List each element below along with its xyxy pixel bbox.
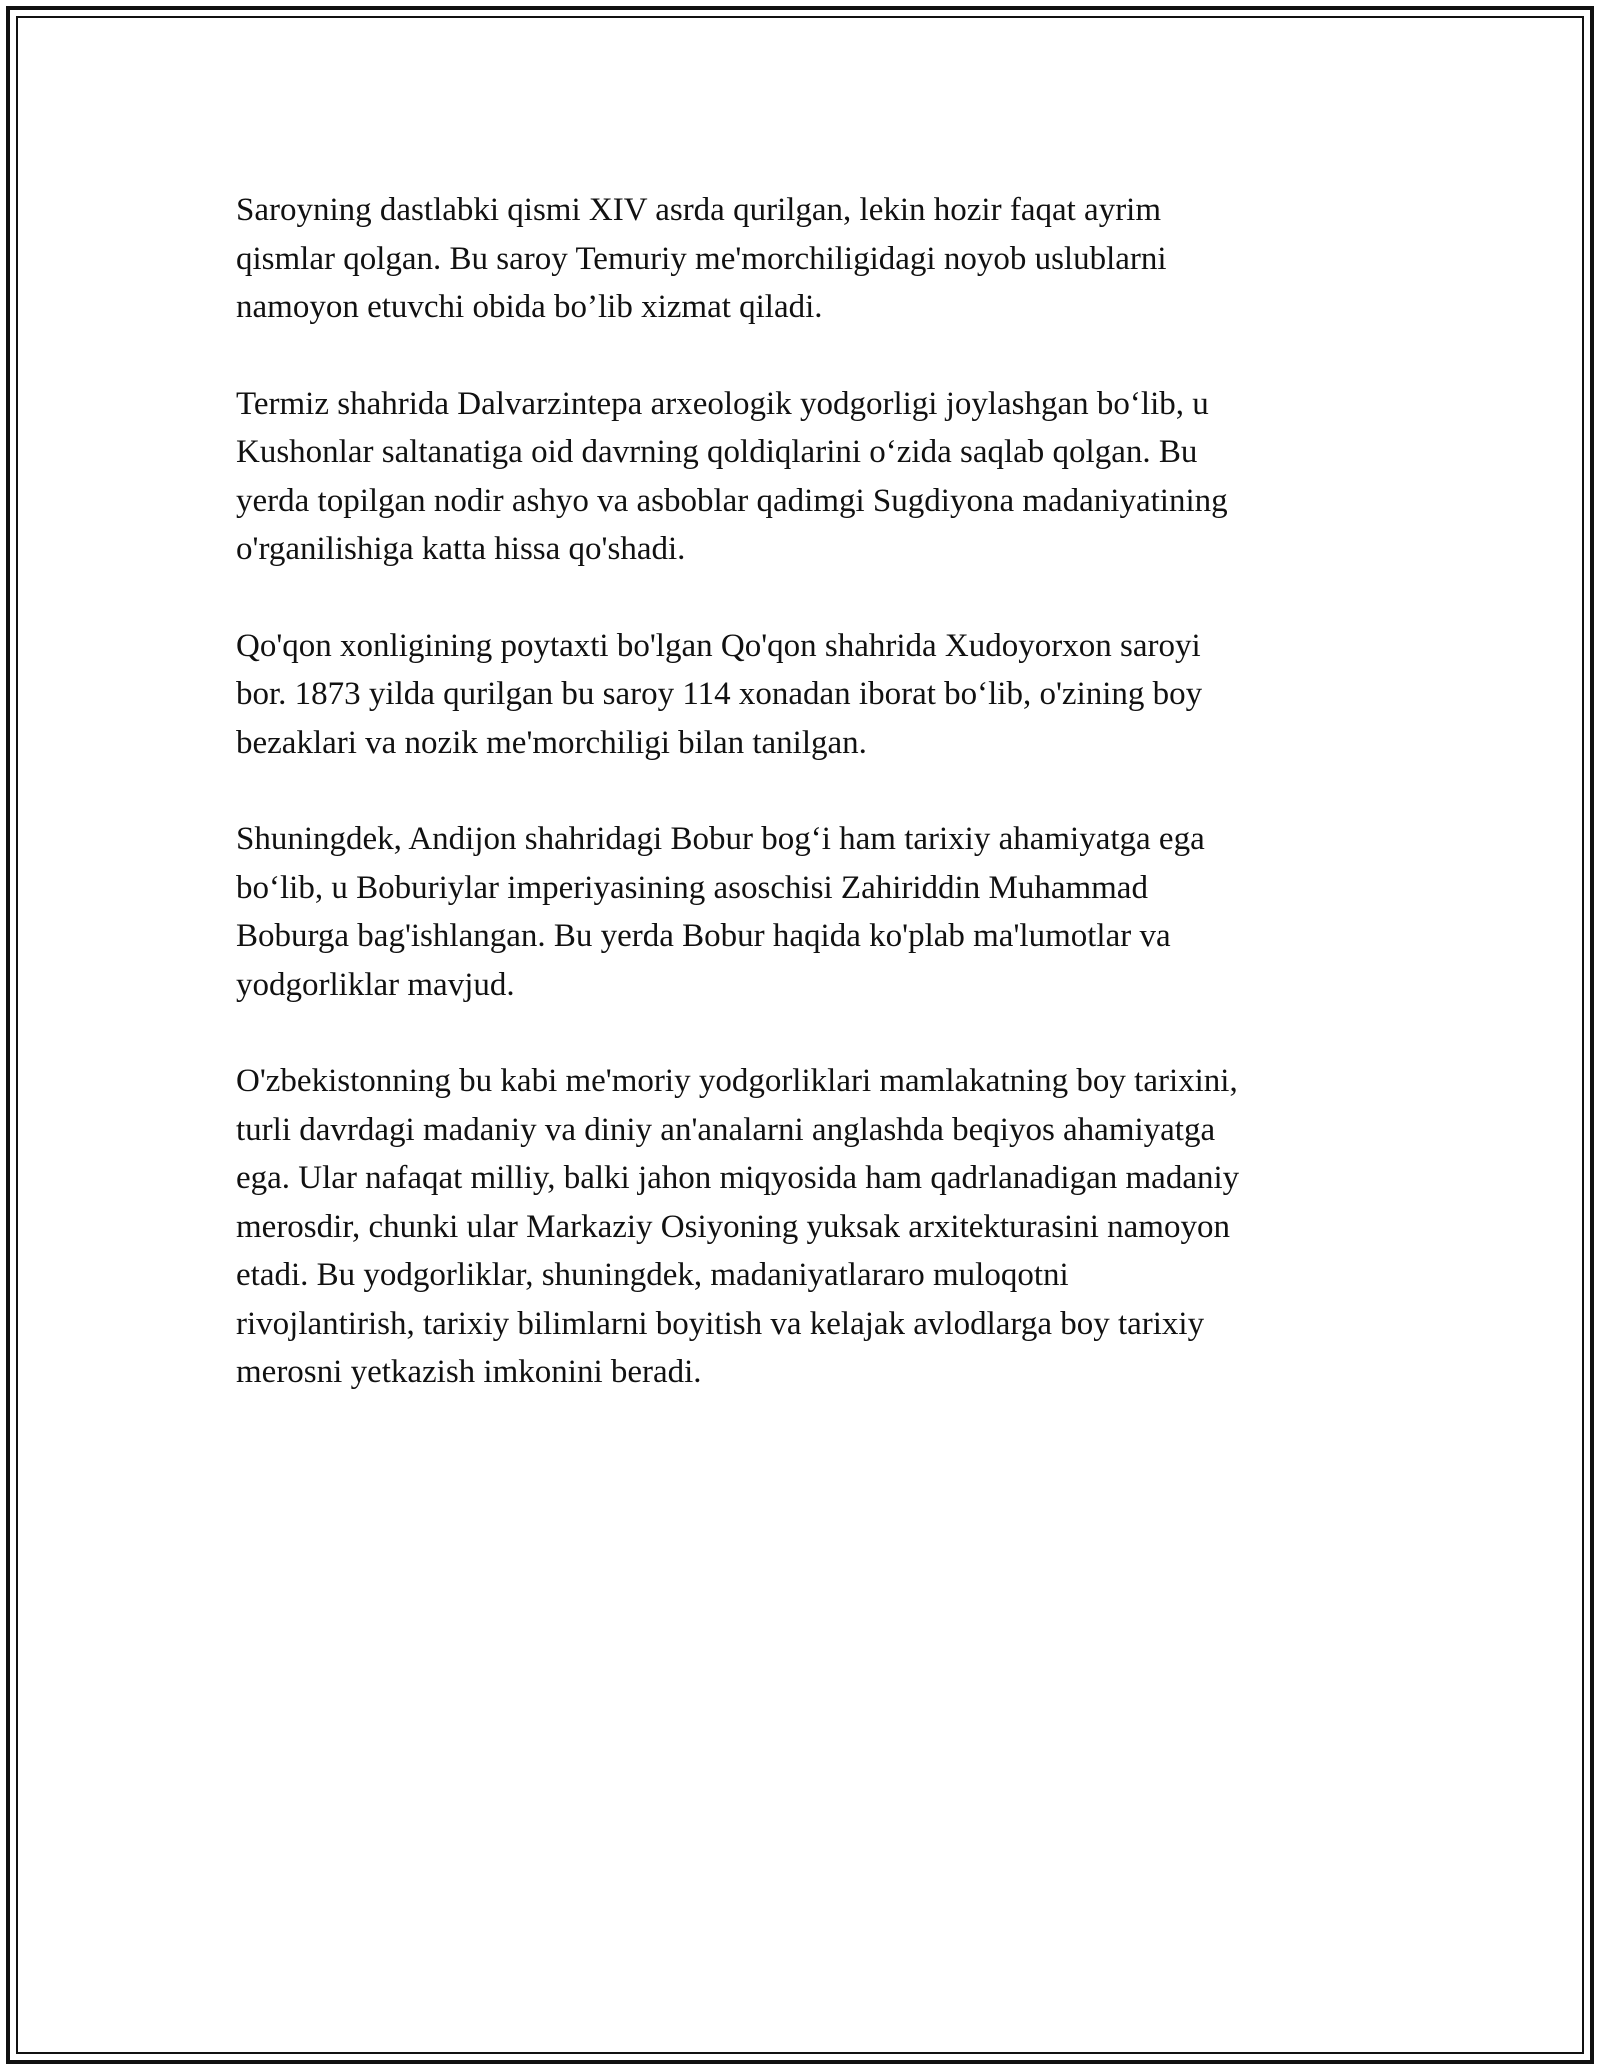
text-line: Saroyning dastlabki qismi XIV asrda qurilgan, lekin hozir faqat ayrim xyxy=(236,192,1162,228)
text-line: Kushonlar saltanatiga oid davrning qoldiqlarini o‘zida saqlab qolgan. Bu xyxy=(236,434,1198,470)
text-line: Shuningdek, Andijon shahridagi Bobur bog‘i ham tarixiy ahamiyatga ega xyxy=(236,821,1205,857)
text-line: rivojlantirish, tarixiy bilimlarni boyitish va kelajak avlodlarga boy tarixiy xyxy=(236,1305,1205,1342)
text-line: bezaklari va nozik me'morchiligi bilan tanilgan. xyxy=(236,724,867,761)
text-line: Qo'qon xonligining poytaxti bo'lgan Qo'qon shahrida Xudoyorxon saroyi xyxy=(236,627,1201,664)
text-line: bor. 1873 yilda qurilgan bu saroy 114 xonadan iborat bo‘lib, o'zining boy xyxy=(236,676,1203,712)
text-line: ega. Ular nafaqat milliy, balki jahon miqyosida ham qadrlanadigan madaniy xyxy=(236,1160,1240,1196)
document-body xyxy=(236,186,1366,1397)
text-line: qismlar qolgan. Bu saroy Temuriy me'morchiligidagi noyob uslublarni xyxy=(236,240,1167,277)
paragraph-1 xyxy=(236,186,1366,332)
text-line: etadi. Bu yodgorliklar, shuningdek, madaniyatlararo muloqotni xyxy=(236,1257,1069,1293)
text-line: o'rganilishiga katta hissa qo'shadi. xyxy=(236,531,686,567)
paragraph-5 xyxy=(236,1057,1366,1397)
text-line: turli davrdagi madaniy va diniy an'analarni anglashda beqiyos ahamiyatga xyxy=(236,1111,1216,1148)
paragraph-2 xyxy=(236,380,1366,574)
text-line: yerda topilgan nodir ashyo va asboblar qadimgi Sugdiyona madaniyatining xyxy=(236,482,1228,519)
text-line: merosdir, chunki ular Markaziy Osiyoning yuksak arxitekturasini namoyon xyxy=(236,1208,1230,1245)
paragraph-4 xyxy=(236,815,1366,1009)
text-line: Boburga bag'ishlangan. Bu yerda Bobur haqida ko'plab ma'lumotlar va xyxy=(236,918,1171,954)
text-line: Termiz shahrida Dalvarzintepa arxeologik yodgorligi joylashgan bo‘lib, u xyxy=(236,385,1209,422)
text-line: O'zbekistonning bu kabi me'moriy yodgorliklari mamlakatning boy tarixini, xyxy=(236,1063,1238,1099)
text-line: merosni yetkazish imkonini beradi. xyxy=(236,1354,702,1390)
text-line: bo‘lib, u Boburiylar imperiyasining asoschisi Zahiriddin Muhammad xyxy=(236,869,1148,906)
text-line: namoyon etuvchi obida bo’lib xizmat qiladi. xyxy=(236,289,823,325)
text-line: yodgorliklar mavjud. xyxy=(236,966,515,1003)
paragraph-3 xyxy=(236,622,1366,768)
